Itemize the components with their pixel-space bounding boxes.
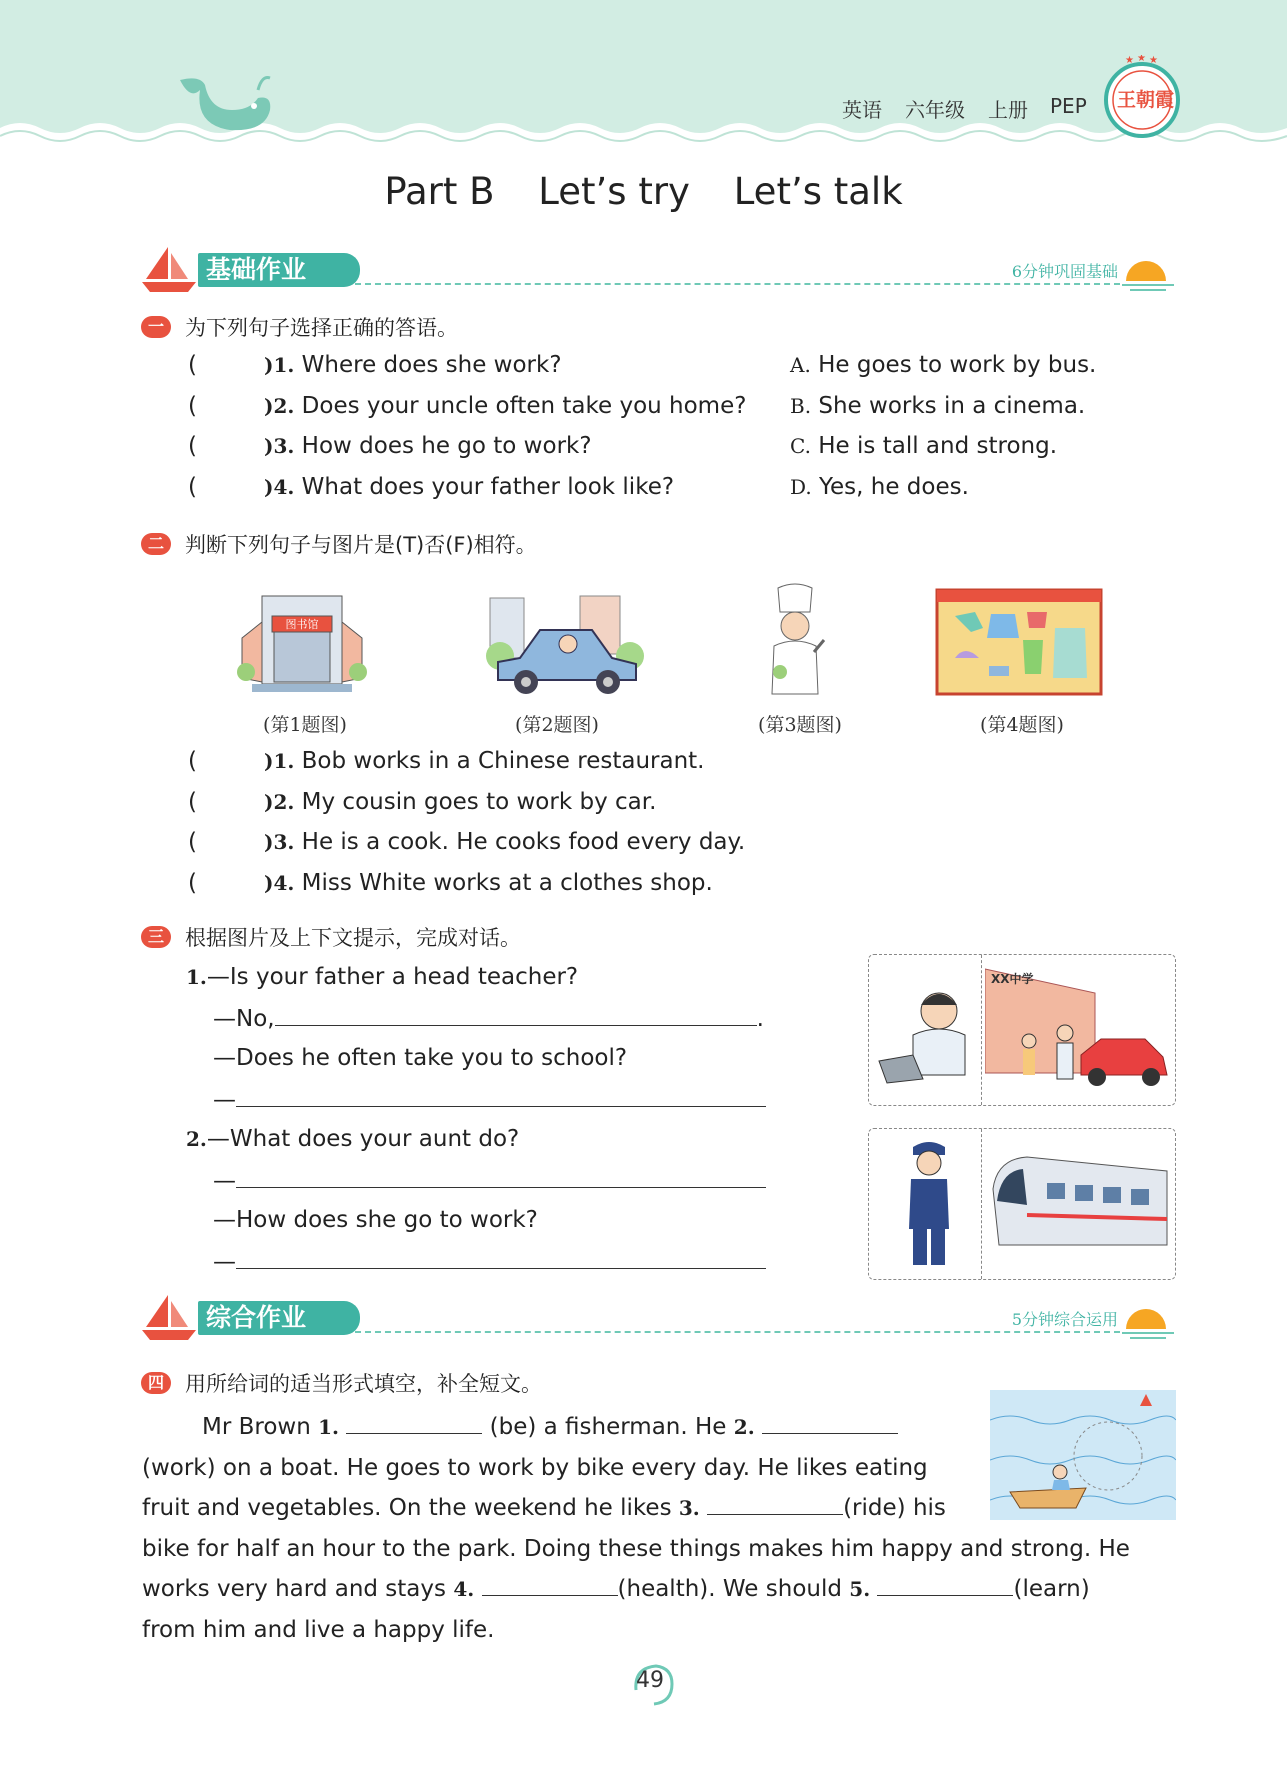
item-number: )2. — [264, 790, 295, 814]
q2-caption-3: (第3题图) — [758, 714, 842, 736]
answer-blank[interactable] — [762, 1413, 898, 1434]
option-text: Yes, he does. — [819, 474, 969, 500]
item-number: )1. — [264, 353, 295, 377]
dialog-text: —What does your aunt do? — [206, 1126, 520, 1152]
item-number: 1. — [186, 965, 207, 989]
office-worker-picture — [873, 975, 977, 1095]
item-number: )1. — [264, 749, 295, 773]
answer-blank[interactable] — [275, 1005, 757, 1026]
police-officer-picture — [899, 1137, 959, 1273]
q3-picture-2 — [868, 1128, 1176, 1280]
q3-d2-line2 — [213, 1167, 766, 1194]
item-number: )4. — [264, 871, 295, 895]
item-text: What does your father look like? — [301, 474, 675, 500]
clothes-shop-picture — [935, 588, 1103, 698]
q1-item-1 — [188, 352, 562, 378]
q1-instruction: 为下列句子选择正确的答语。 — [185, 316, 458, 340]
dialog-text: — — [213, 1249, 236, 1275]
q2-item-4 — [188, 870, 713, 896]
page-title — [0, 170, 1287, 213]
sunset-icon — [1120, 251, 1176, 295]
passage-text: his — [912, 1495, 946, 1521]
q3-picture-1 — [868, 954, 1176, 1106]
q4-instruction: 用所给词的适当形式填空，补全短文。 — [185, 1372, 542, 1396]
passage-text: works very hard and stays — [142, 1576, 446, 1602]
q4-line-4 — [142, 1529, 1177, 1570]
dialog-text: — — [213, 1168, 236, 1194]
section-comprehensive-bar — [140, 1293, 1180, 1353]
section-basic-label: 基础作业 — [198, 253, 360, 287]
q4-line-5 — [142, 1569, 1177, 1610]
given-word: (be) — [489, 1414, 537, 1440]
answer-paren[interactable]: ( — [188, 829, 197, 855]
svg-text:★: ★ — [1137, 55, 1146, 64]
answer-blank[interactable] — [482, 1575, 618, 1596]
option-letter: D. — [790, 475, 812, 499]
picture-divider — [981, 1129, 982, 1279]
item-number: )4. — [264, 475, 295, 499]
q3-badge: 三 — [141, 926, 171, 948]
answer-paren[interactable]: ( — [188, 433, 197, 459]
q1-item-4 — [188, 474, 674, 500]
library-picture — [232, 588, 372, 698]
title-try: Let’s try — [538, 170, 690, 213]
dialog-text: —Does he often take you to school? — [213, 1045, 628, 1071]
passage-text: bike for half an hour to the park. Doing these things makes him happy and strong. He — [142, 1536, 1130, 1562]
picture-divider — [981, 955, 982, 1105]
brand-seal-text: 王朝霞 — [1117, 89, 1175, 111]
q2-instruction: 判断下列句子与图片是(T)否(F)相符。 — [185, 533, 537, 557]
passage-text: (work) on a boat. He goes to work by bike every day. He likes eating — [142, 1455, 928, 1481]
q2-badge: 二 — [141, 533, 171, 555]
q1-option-d — [790, 474, 969, 500]
q3-d2-line1 — [186, 1126, 519, 1152]
blank-number: 5. — [849, 1577, 871, 1601]
item-text: He is a cook. He cooks food every day. — [301, 829, 746, 855]
item-text: Does your uncle often take you home? — [301, 393, 747, 419]
dialog-text: —How does she go to work? — [213, 1207, 538, 1233]
answer-blank[interactable] — [877, 1575, 1013, 1596]
subway-train-picture — [987, 1149, 1171, 1261]
item-number: )3. — [264, 434, 295, 458]
item-text: Miss White works at a clothes shop. — [301, 870, 713, 896]
sailboat-icon — [140, 245, 200, 295]
given-word: (ride) — [843, 1495, 906, 1521]
q3-d1-line2 — [213, 1005, 764, 1032]
q2-item-1 — [188, 748, 704, 774]
blank-number: 2. — [733, 1415, 755, 1439]
answer-blank[interactable] — [236, 1248, 766, 1269]
blank-number: 3. — [678, 1496, 700, 1520]
q3-d1-line1 — [186, 964, 578, 990]
library-sign: 图书馆 — [285, 618, 319, 631]
q3-d2-line4 — [213, 1248, 766, 1275]
answer-paren[interactable]: ( — [188, 748, 197, 774]
cook-picture — [760, 582, 830, 700]
q3-d2-line3 — [213, 1207, 538, 1233]
option-letter: A. — [790, 353, 811, 377]
grade-label: 六年级 — [905, 98, 965, 122]
answer-paren[interactable]: ( — [188, 870, 197, 896]
answer-paren[interactable]: ( — [188, 393, 197, 419]
item-number: )3. — [264, 830, 295, 854]
item-text: Bob works in a Chinese restaurant. — [301, 748, 705, 774]
q1-item-3 — [188, 433, 592, 459]
option-text: He goes to work by bus. — [818, 352, 1097, 378]
section-basic-bar — [140, 245, 1180, 305]
given-word: (health). — [617, 1576, 716, 1602]
option-letter: B. — [790, 394, 812, 418]
item-number: )2. — [264, 394, 295, 418]
title-talk: Let’s talk — [733, 170, 903, 213]
option-text: He is tall and strong. — [818, 433, 1058, 459]
passage-text: from him and live a happy life. — [142, 1617, 495, 1643]
item-text: My cousin goes to work by car. — [301, 789, 657, 815]
answer-paren[interactable]: ( — [188, 789, 197, 815]
section-comprehensive-hint: 5分钟综合运用 — [1011, 1310, 1118, 1329]
section-divider — [355, 283, 1120, 285]
passage-text: a fisherman. He — [543, 1414, 727, 1440]
q1-option-c — [790, 433, 1057, 459]
dialog-text: —No, — [213, 1006, 275, 1032]
answer-blank[interactable] — [236, 1167, 766, 1188]
answer-blank[interactable] — [346, 1413, 482, 1434]
q1-badge: 一 — [141, 316, 171, 338]
dialog-text: . — [756, 1006, 764, 1032]
item-text: How does he go to work? — [301, 433, 592, 459]
car-picture — [480, 592, 650, 698]
item-text: Where does she work? — [301, 352, 562, 378]
q3-instruction: 根据图片及上下文提示，完成对话。 — [185, 926, 521, 950]
answer-blank[interactable] — [236, 1086, 766, 1107]
q3-d1-line4 — [213, 1086, 766, 1113]
answer-paren[interactable]: ( — [188, 352, 197, 378]
dialog-text: —Is your father a head teacher? — [206, 964, 579, 990]
sailboat-icon — [140, 1293, 200, 1343]
section-divider — [355, 1331, 1120, 1333]
answer-paren[interactable]: ( — [188, 474, 197, 500]
answer-blank[interactable] — [707, 1494, 843, 1515]
option-text: She works in a cinema. — [818, 393, 1086, 419]
q3-d1-line3 — [213, 1045, 627, 1071]
q1-item-2 — [188, 393, 746, 419]
page-number: 49 — [636, 1668, 664, 1693]
section-basic-hint: 6分钟巩固基础 — [1011, 262, 1118, 281]
q1-option-a — [790, 352, 1096, 378]
whale-icon — [170, 70, 280, 140]
option-letter: C. — [790, 434, 811, 458]
q2-item-3 — [188, 829, 745, 855]
q4-line-6 — [142, 1610, 1177, 1651]
brand-seal — [1103, 55, 1181, 145]
item-number: 2. — [186, 1127, 207, 1151]
svg-text:★: ★ — [1125, 55, 1134, 66]
q2-caption-2: (第2题图) — [515, 714, 599, 736]
passage-text: fruit and vegetables. On the weekend he likes — [142, 1495, 672, 1521]
passage-text: We should — [722, 1576, 842, 1602]
school-car-picture — [985, 963, 1171, 1099]
edition-label: PEP — [1050, 94, 1087, 118]
q4-badge: 四 — [141, 1372, 171, 1394]
q4-line-2 — [142, 1448, 987, 1489]
q4-line-1 — [142, 1407, 982, 1448]
q2-item-2 — [188, 789, 656, 815]
q2-caption-1: (第1题图) — [263, 714, 347, 736]
blank-number: 4. — [453, 1577, 475, 1601]
volume-label: 上册 — [988, 98, 1028, 122]
passage-text: Mr Brown — [202, 1414, 311, 1440]
subject-label: 英语 — [842, 98, 882, 122]
blank-number: 1. — [318, 1415, 340, 1439]
dialog-text: — — [213, 1087, 236, 1113]
given-word: (learn) — [1013, 1576, 1090, 1602]
svg-text:★: ★ — [1149, 55, 1158, 66]
q1-option-b — [790, 393, 1085, 419]
school-sign: XX中学 — [991, 972, 1034, 986]
section-comprehensive-label: 综合作业 — [198, 1301, 360, 1335]
title-part: Part B — [384, 170, 495, 213]
q4-line-3 — [142, 1488, 987, 1529]
q2-caption-4: (第4题图) — [980, 714, 1064, 736]
sunset-icon — [1120, 1299, 1176, 1343]
fisherman-picture — [990, 1390, 1176, 1520]
